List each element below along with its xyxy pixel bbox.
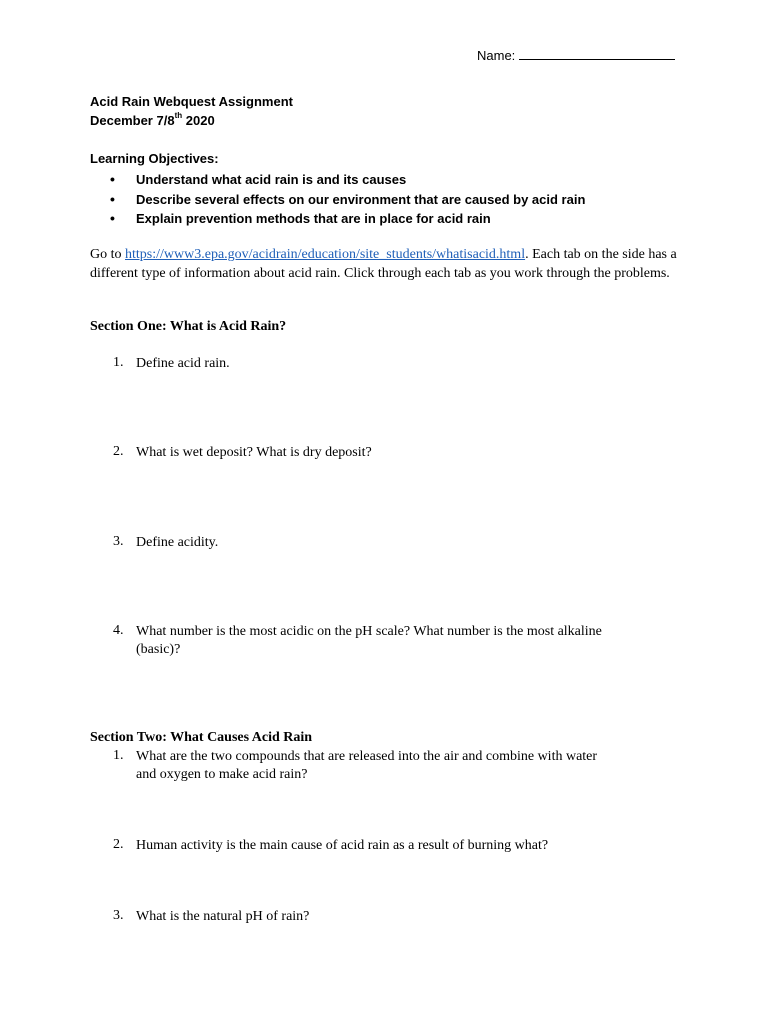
objective-text: Explain prevention methods that are in place for acid rain (136, 211, 491, 226)
name-blank-line[interactable] (519, 47, 675, 60)
question-number: 2. (113, 837, 124, 852)
document-date (90, 113, 215, 128)
date-year: 2020 (185, 113, 215, 128)
question-number: 4. (113, 623, 124, 638)
document-title: Acid Rain Webquest Assignment (90, 94, 293, 109)
question-number: 1. (113, 748, 124, 763)
question-text: What number is the most acidic on the pH scale? What number is the most alkaline (basic)? (136, 624, 602, 657)
intro-suffix: . Each tab on the side has a different type of information about acid rain. Click through each tab as you work through the problems. (90, 247, 677, 281)
objective-text: Understand what acid rain is and its causes (136, 172, 407, 187)
question-number: 3. (113, 534, 124, 549)
name-label: Name: (477, 48, 516, 63)
intro-prefix: Go to (90, 247, 125, 262)
question-text: What are the two compounds that are released into the air and combine with water and oxygen to make acid rain? (136, 749, 598, 782)
name-field[interactable] (477, 47, 675, 63)
section-one-title: Section One: What is Acid Rain? (90, 319, 287, 334)
date-superscript: th (174, 111, 183, 120)
objective-item (110, 191, 585, 207)
epa-link[interactable]: https://www3.epa.gov/acidrain/education/site_students/whatisacid.html (125, 247, 526, 262)
question-number: 1. (113, 355, 124, 370)
objective-item (110, 171, 406, 187)
question-number: 2. (113, 444, 124, 459)
question-text: What is wet deposit? What is dry deposit? (136, 445, 372, 460)
objective-text: Describe several effects on our environment that are caused by acid rain (136, 192, 586, 207)
question-text: Define acid rain. (136, 356, 230, 371)
objectives-heading: Learning Objectives: (90, 151, 219, 166)
question-text: What is the natural pH of rain? (136, 909, 310, 924)
date-prefix: December 7/8 (90, 113, 175, 128)
bullet-icon: • (110, 171, 115, 187)
bullet-icon: • (110, 191, 115, 207)
intro-paragraph (90, 246, 680, 283)
bullet-icon: • (110, 210, 115, 226)
objective-item (110, 210, 491, 226)
question-text: Define acidity. (136, 535, 219, 550)
question-number: 3. (113, 908, 124, 923)
section-two-title: Section Two: What Causes Acid Rain (90, 730, 313, 745)
question-text: Human activity is the main cause of acid rain as a result of burning what? (136, 838, 549, 853)
